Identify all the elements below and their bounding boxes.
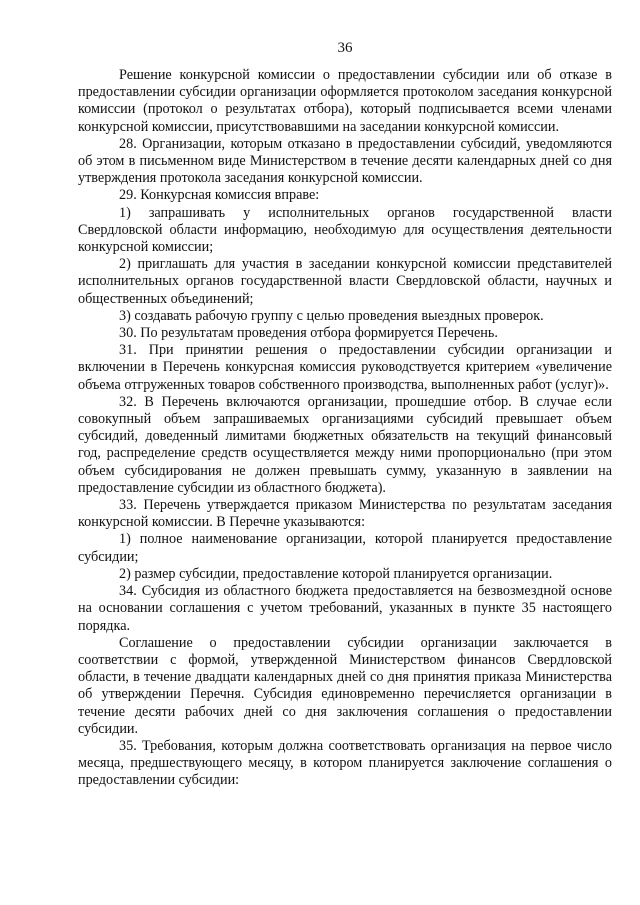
paragraph-31-criterion: 31. При принятии решения о предоставлении субсидии организации и включении в Перечень конкурсная комиссия руководствуется критерием «увеличение объема отгруженных товаров собственного производства, выполненных работ (услуг)». xyxy=(78,342,612,393)
paragraph-29-item-2: 2) приглашать для участия в заседании конкурсной комиссии представителей исполнительных органов государственной власти Свердловской области, научных и общественных объединений; xyxy=(78,256,612,307)
paragraph-35-requirements: 35. Требования, которым должна соответствовать организация на первое число месяца, предшествующего месяцу, в котором планируется заключение соглашения о предоставлении субсидии: xyxy=(78,737,612,789)
paragraph-34-subsidy-basis: 34. Субсидия из областного бюджета предоставляется на безвозмездной основе на основании соглашения с учетом требований, указанных в пункте 35 настоящего порядка. xyxy=(78,583,612,634)
page-number: 36 xyxy=(337,40,353,56)
paragraph-32-distribution: 32. В Перечень включаются организации, прошедшие отбор. В случае если совокупный объем запрашиваемых организациями субсидий превышает объем субсидий, доведенный лимитами бюджетных обязательств на текущий финансовый год, распределение средств осуществляется между ними пропорционально (при этом объем субсидирования не должен превышать сумму, указанную в заявлении на предоставление субсидии из областного бюджета). xyxy=(78,393,612,496)
paragraph-28-refusal-notice: 28. Организации, которым отказано в предоставлении субсидий, уведомляются об этом в письменном виде Министерством в течение десяти календарных дней со дня утверждения протокола заседания конкурсной комиссии. xyxy=(78,135,612,187)
document-body xyxy=(78,67,612,790)
paragraph-29-item-3: 3) создавать рабочую группу с целью проведения выездных проверок. xyxy=(119,307,544,324)
paragraph-30-list-formation: 30. По результатам проведения отбора формируется Перечень. xyxy=(119,325,498,342)
paragraph-34-agreement: Соглашение о предоставлении субсидии организации заключается в соответствии с формой, утвержденной Министерством финансов Свердловской области, в течение двадцати календарных дней со дня принятия приказа Министерства об утверждении Перечня. Субсидия единовременно перечисляется организации в течение десяти рабочих дней со дня заключения соглашения о предоставлении субсидии. xyxy=(78,634,612,737)
paragraph-commission-decision: Решение конкурсной комиссии о предоставлении субсидии или об отказе в предоставлении субсидии организации оформляется протоколом заседания конкурсной комиссии (протокол о результатах отбора), который подписывается всеми членами конкурсной комиссии, присутствовавшими на заседании конкурсной комиссии. xyxy=(78,67,612,135)
paragraph-33-item-2: 2) размер субсидии, предоставление которой планируется организации. xyxy=(119,565,553,582)
paragraph-29-item-1: 1) запрашивать у исполнительных органов государственной власти Свердловской области информацию, необходимую для осуществления деятельности конкурсной комиссии; xyxy=(78,204,612,256)
paragraph-33-item-1: 1) полное наименование организации, которой планируется предоставление субсидии; xyxy=(78,531,612,565)
paragraph-29-commission-rights: 29. Конкурсная комиссия вправе: xyxy=(119,187,320,204)
paragraph-33-list-approval: 33. Перечень утверждается приказом Министерства по результатам заседания конкурсной комиссии. В Перечне указываются: xyxy=(78,497,612,531)
